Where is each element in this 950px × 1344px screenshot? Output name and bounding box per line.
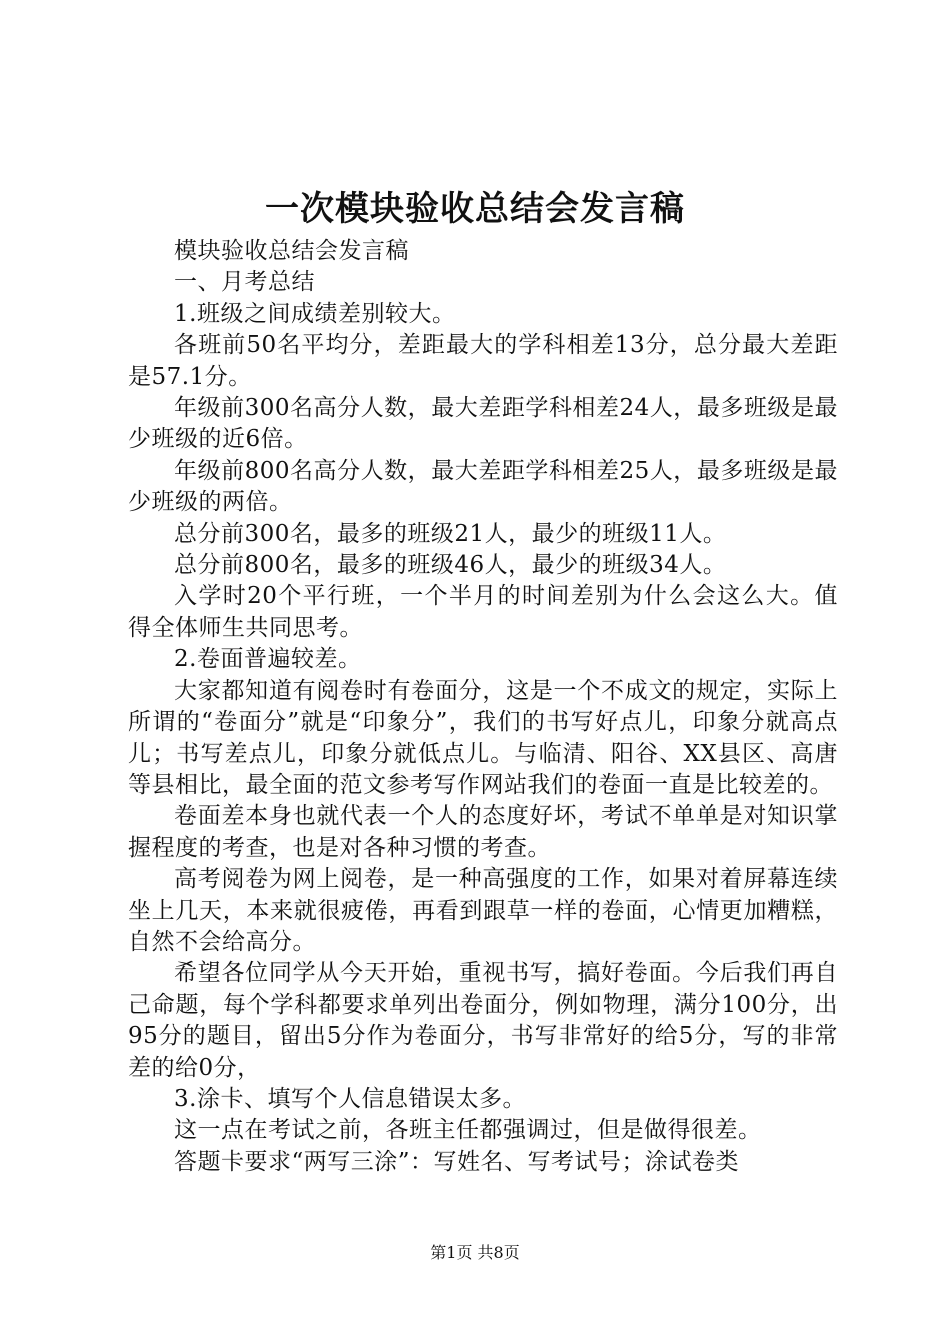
paragraph: 这一点在考试之前，各班主任都强调过，但是做得很差。 [174,1117,762,1144]
paragraph: 希望各位同学从今天开始，重视书写，搞好卷面。今后我们再自己命题，每个学科都要求单列出卷面分，例如物理，满分100分，出95分的题目，留出5分作为卷面分，书写非常好的给5分，写的非常差的给0分， [128,960,838,1081]
point-heading-1: 1.班级之间成绩差别较大。 [174,300,456,327]
paragraph: 总分前300名，最多的班级21人，最少的班级11人。 [174,520,727,547]
paragraph: 卷面差本身也就代表一个人的态度好坏，考试不单单是对知识掌握程度的考查，也是对各种习惯的考查。 [128,803,838,861]
paragraph: 大家都知道有阅卷时有卷面分，这是一个不成文的规定，实际上所谓的“卷面分”就是“印象分”，我们的书写好点儿，印象分就高点儿；书写差点儿，印象分就低点儿。与临清、阳谷、XX县区、高唐等县相比，最全面的范文参考写作网站我们的卷面一直是比较差的。 [128,677,838,798]
point-heading-3: 3.涂卡、填写个人信息错误太多。 [174,1085,526,1112]
document-body [128,236,838,1178]
section-heading-monthly-exam: 一、月考总结 [174,269,315,296]
paragraph: 总分前800名，最多的班级46人，最少的班级34人。 [174,552,727,579]
page-footer: 第1页 共8页 [430,1243,520,1262]
paragraph: 年级前800名高分人数，最大差距学科相差25人，最多班级是最少班级的两倍。 [128,457,838,516]
paragraph: 入学时20个平行班，一个半月的时间差别为什么会这么大。值得全体师生共同思考。 [128,583,838,641]
paragraph-subtitle: 模块验收总结会发言稿 [174,238,409,264]
point-heading-2: 2.卷面普遍较差。 [174,646,362,673]
document-title: 一次模块验收总结会发言稿 [265,189,685,229]
paragraph: 年级前300名高分人数，最大差距学科相差24人，最多班级是最少班级的近6倍。 [128,395,838,453]
paragraph: 各班前50名平均分，差距最大的学科相差13分，总分最大差距是57.1分。 [128,332,838,390]
paragraph: 高考阅卷为网上阅卷，是一种高强度的工作，如果对着屏幕连续坐上几天，本来就很疲倦，再看到跟草一样的卷面，心情更加糟糕，自然不会给高分。 [128,866,838,955]
paragraph: 答题卡要求“两写三涂”：写姓名、写考试号；涂试卷类 [174,1148,740,1175]
